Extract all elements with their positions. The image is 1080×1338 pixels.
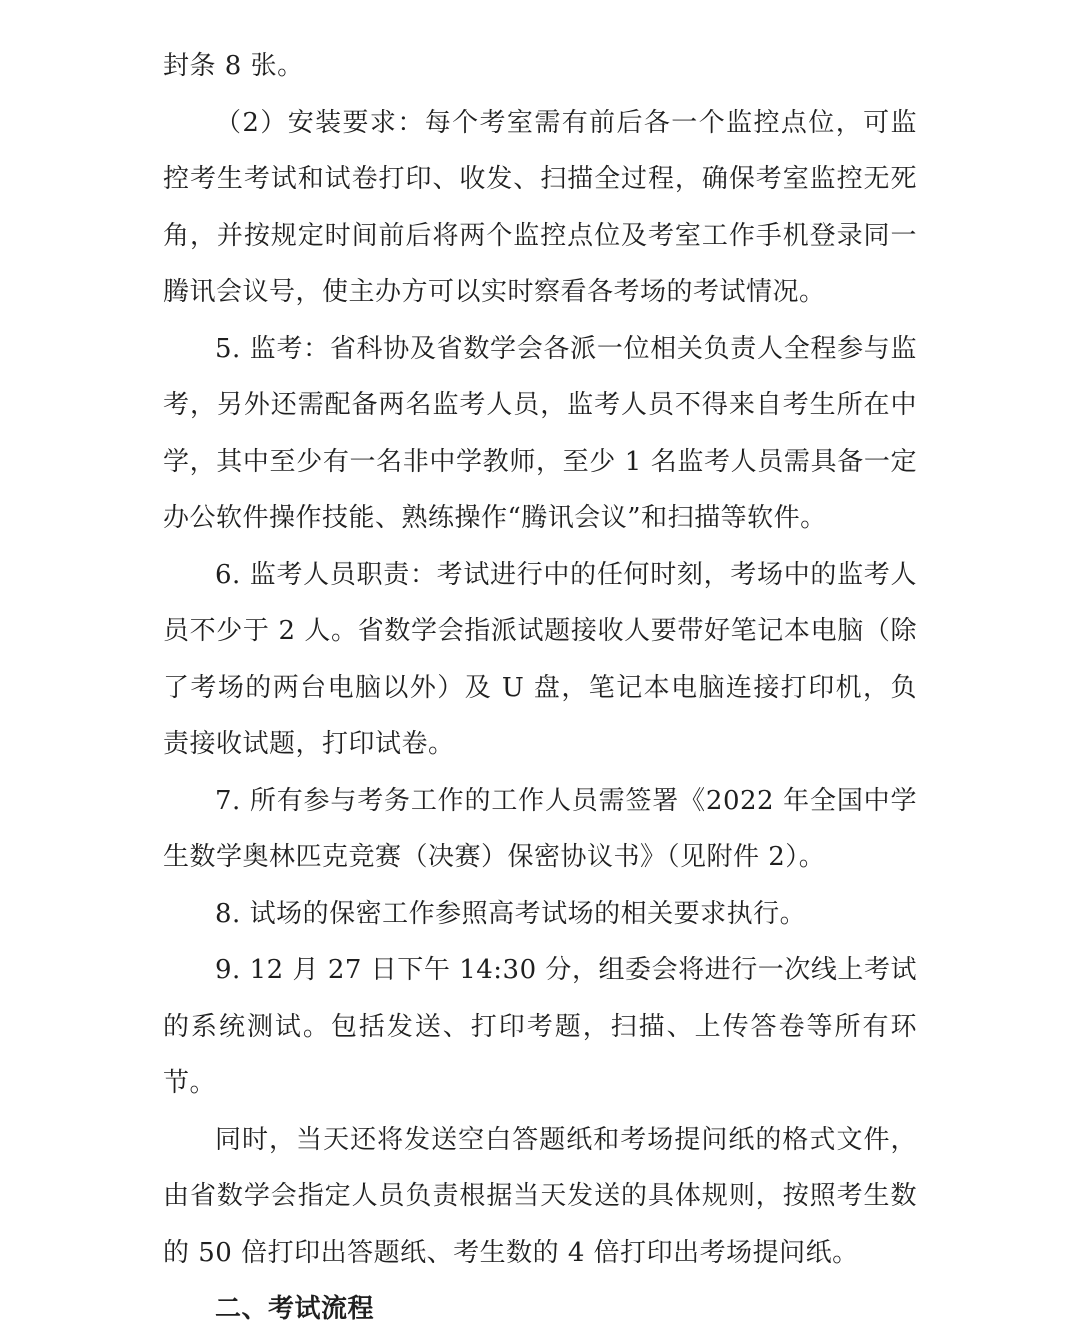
paragraph-continuation: 封条 8 张。 xyxy=(163,51,304,81)
paragraph-answer-sheets: 同时，当天还将发送空白答题纸和考场提问纸的格式文件，由省数学会指定人员负责根据当天发送的具体规则，按照考生数的 50 倍打印出答题纸、考生数的 4 倍打印出考场提问纸。 xyxy=(163,1124,917,1268)
paragraph-install-requirements: （2）安装要求：每个考室需有前后各一个监控点位，可监控考生考试和试卷打印、收发、扫描全过程，确保考室监控无死角，并按规定时间前后将两个监控点位及考室工作手机登录同一腾讯会议号，使主办方可以实时察看各考场的考试情况。 xyxy=(163,107,917,307)
paragraph-item-6-invigilator-duties: 6. 监考人员职责：考试进行中的任何时刻，考场中的监考人员不少于 2 人。省数学会指派试题接收人要带好笔记本电脑（除了考场的两台电脑以外）及 U 盘，笔记本电脑连接打印机，负责接收试题，打印试卷。 xyxy=(163,559,917,759)
paragraph-item-8-confidentiality: 8. 试场的保密工作参照高考试场的相关要求执行。 xyxy=(215,898,807,929)
paragraph-item-9-system-test: 9. 12 月 27 日下午 14:30 分，组委会将进行一次线上考试的系统测试。包括发送、打印考题，扫描、上传答卷等所有环节。 xyxy=(163,955,917,1098)
section-heading-exam-process: 二、考试流程 xyxy=(215,1294,375,1324)
paragraph-item-5-invigilation: 5. 监考：省科协及省数学会各派一位相关负责人全程参与监考，另外还需配备两名监考人员，监考人员不得来自考生所在中学，其中至少有一名非中学教师，至少 1 名监考人员需具备一定办公软件操作技能、熟练操作“腾讯会议”和扫描等软件。 xyxy=(163,333,917,533)
document-body xyxy=(163,38,917,1338)
paragraph-item-7-confidentiality-agreement: 7. 所有参与考务工作的工作人员需签署《2022 年全国中学生数学奥林匹克竞赛（决赛）保密协议书》（见附件 2）。 xyxy=(163,785,917,872)
